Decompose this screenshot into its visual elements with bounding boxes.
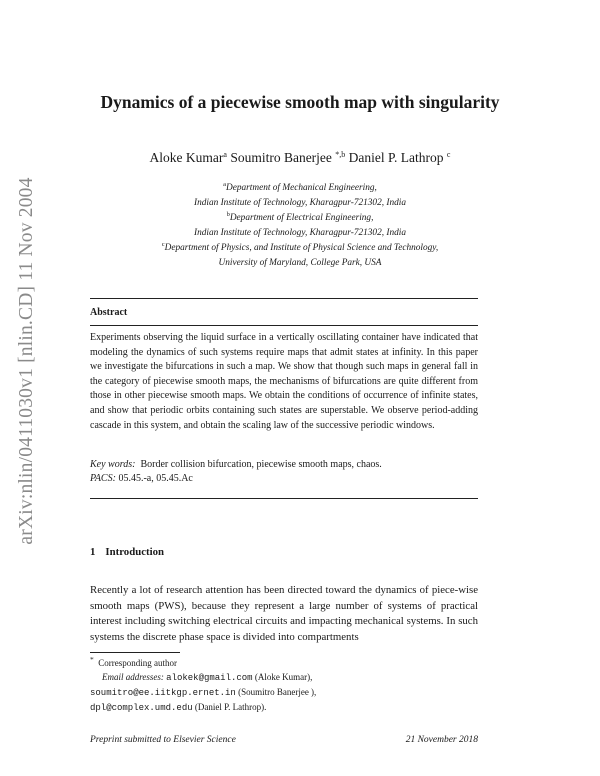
abstract-bottom-rule xyxy=(90,498,478,499)
intro-paragraph: Recently a lot of research attention has been directed toward the dynamics of piece-wise smooth maps (PWS), because they represent a large number of systems of practical interest including switching electrical circuits and impacting mechanical systems. In such systems the discrete phase space is divided into compartments xyxy=(90,584,478,644)
author-name: Aloke Kumar xyxy=(149,150,224,165)
pacs-text: 05.45.-a, 05.45.Ac xyxy=(118,473,193,485)
affiliation-sup: b xyxy=(226,211,230,218)
author-name: Daniel P. Lathrop xyxy=(348,150,444,165)
affiliation-line: University of Maryland, College Park, USA xyxy=(218,257,382,268)
author-sup: a xyxy=(223,150,227,159)
affiliation-line: Indian Institute of Technology, Kharagpur-721302, India xyxy=(193,227,406,238)
affiliation-line: Department of Electrical Engineering, xyxy=(229,213,374,223)
footnote-marker: * xyxy=(90,655,94,664)
email-owner: (Daniel P. Lathrop). xyxy=(194,702,267,712)
email-owner: (Aloke Kumar), xyxy=(254,672,313,682)
corresponding-author: Corresponding author xyxy=(98,658,177,668)
abstract-top-rule xyxy=(90,298,478,299)
paper-title: Dynamics of a piecewise smooth map with singularity xyxy=(100,92,500,112)
email-address[interactable]: soumitro@ee.iitkgp.ernet.in xyxy=(90,688,236,698)
affiliation xyxy=(0,208,600,240)
section-title: Introduction xyxy=(105,546,165,558)
abstract-text: Experiments observing the liquid surface in a vertically oscillating container have indicated that modeling the dynamics of such systems require maps that admit states at infinity. In this paper we investigate the bifurcations in such a map. We show that though such maps in general fall in the category of piecewise smooth maps, the mechanisms of bifurcations are quite different from those in other piecewise smooth maps. We obtain the conditions of occurrence of infinite states, and show that periodic orbits containing such states are superstable. We observe period-adding cascade in this system, and obtain the scaling law of the successive periodic windows. xyxy=(90,332,478,431)
author-sup: c xyxy=(446,150,451,159)
keywords-text: Border collision bifurcation, piecewise smooth maps, chaos. xyxy=(140,459,382,470)
affiliation xyxy=(0,238,600,270)
abstract-heading-rule xyxy=(90,325,478,326)
affiliation-sup: c xyxy=(161,241,165,248)
abstract-heading: Abstract xyxy=(90,307,128,318)
author-list xyxy=(0,150,600,166)
author-sup: *,b xyxy=(335,150,346,159)
affiliation-line: Indian Institute of Technology, Kharagpur-721302, India xyxy=(193,197,406,208)
arxiv-stamp-text: arXiv:nlin/0411030v1 [nlin.CD] 11 Nov 2004 xyxy=(16,177,37,545)
email-label: Email addresses: xyxy=(102,672,164,682)
affiliation-line: Department of Mechanical Engineering, xyxy=(226,183,377,193)
section-heading xyxy=(90,546,164,558)
affiliation-sup: a xyxy=(223,181,227,188)
footer-preprint: Preprint submitted to Elsevier Science xyxy=(90,735,236,745)
keywords-label: Key words: xyxy=(90,459,136,470)
email-address[interactable]: alokek@gmail.com xyxy=(166,673,253,683)
keywords-block xyxy=(90,458,382,487)
email-address[interactable]: dpl@complex.umd.edu xyxy=(90,703,193,713)
affiliation-line: Department of Physics, and Institute of Physical Science and Technology, xyxy=(164,243,439,253)
pacs-label: PACS: xyxy=(90,473,116,485)
author-name: Soumitro Banerjee xyxy=(230,150,332,165)
section-number: 1 xyxy=(90,546,96,558)
affiliation xyxy=(0,178,600,210)
footnote xyxy=(90,653,316,715)
email-owner: (Soumitro Banerjee ), xyxy=(238,687,317,697)
footer-date: 21 November 2018 xyxy=(405,735,478,745)
